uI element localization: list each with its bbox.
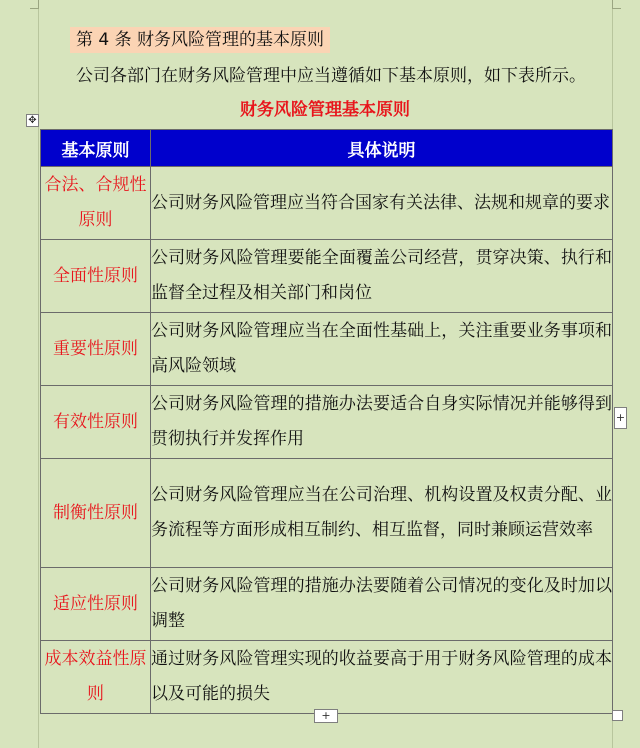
principle-description: 公司财务风险管理要能全面覆盖公司经营，贯穿决策、执行和监督全过程及相关部门和岗位 (151, 240, 613, 313)
principle-name: 制衡性原则 (41, 459, 151, 568)
table-row (41, 386, 613, 459)
table-row (41, 240, 613, 313)
add-row-button[interactable]: + (314, 709, 338, 723)
table-row (41, 568, 613, 641)
principle-name: 有效性原则 (41, 386, 151, 459)
principles-table (40, 129, 613, 714)
intro-paragraph: 公司各部门在财务风险管理中应当遵循如下基本原则，如下表所示。 (76, 66, 586, 86)
principle-name: 全面性原则 (41, 240, 151, 313)
principle-name: 成本效益性原则 (41, 641, 151, 714)
table-row (41, 459, 613, 568)
table-row (41, 641, 613, 714)
table-caption: 财务风险管理基本原则 (240, 100, 410, 120)
principle-name: 适应性原则 (41, 568, 151, 641)
principle-description: 公司财务风险管理的措施办法要随着公司情况的变化及时加以调整 (151, 568, 613, 641)
principle-name: 重要性原则 (41, 313, 151, 386)
page-corner-mark-right (612, 0, 621, 9)
principle-description: 通过财务风险管理实现的收益要高于用于财务风险管理的成本以及可能的损失 (151, 641, 613, 714)
table-row (41, 313, 613, 386)
add-column-button[interactable]: + (614, 407, 627, 429)
table-header-row (41, 130, 613, 167)
header-description: 具体说明 (151, 130, 613, 167)
principle-name: 合法、合规性原则 (41, 167, 151, 240)
article-title: 第 4 条 财务风险管理的基本原则 (70, 27, 330, 53)
principle-description: 公司财务风险管理应当在公司治理、机构设置及权责分配、业务流程等方面形成相互制约、相互监督，同时兼顾运营效率 (151, 459, 613, 568)
page-corner-mark-left (30, 0, 39, 9)
table-move-icon[interactable]: ✥ (26, 114, 39, 127)
table-row (41, 167, 613, 240)
principle-description: 公司财务风险管理应当在全面性基础上，关注重要业务事项和高风险领域 (151, 313, 613, 386)
principle-description: 公司财务风险管理的措施办法要适合自身实际情况并能够得到贯彻执行并发挥作用 (151, 386, 613, 459)
principle-description: 公司财务风险管理应当符合国家有关法律、法规和规章的要求 (151, 167, 613, 240)
header-principle: 基本原则 (41, 130, 151, 167)
table-resize-handle[interactable] (612, 710, 623, 721)
